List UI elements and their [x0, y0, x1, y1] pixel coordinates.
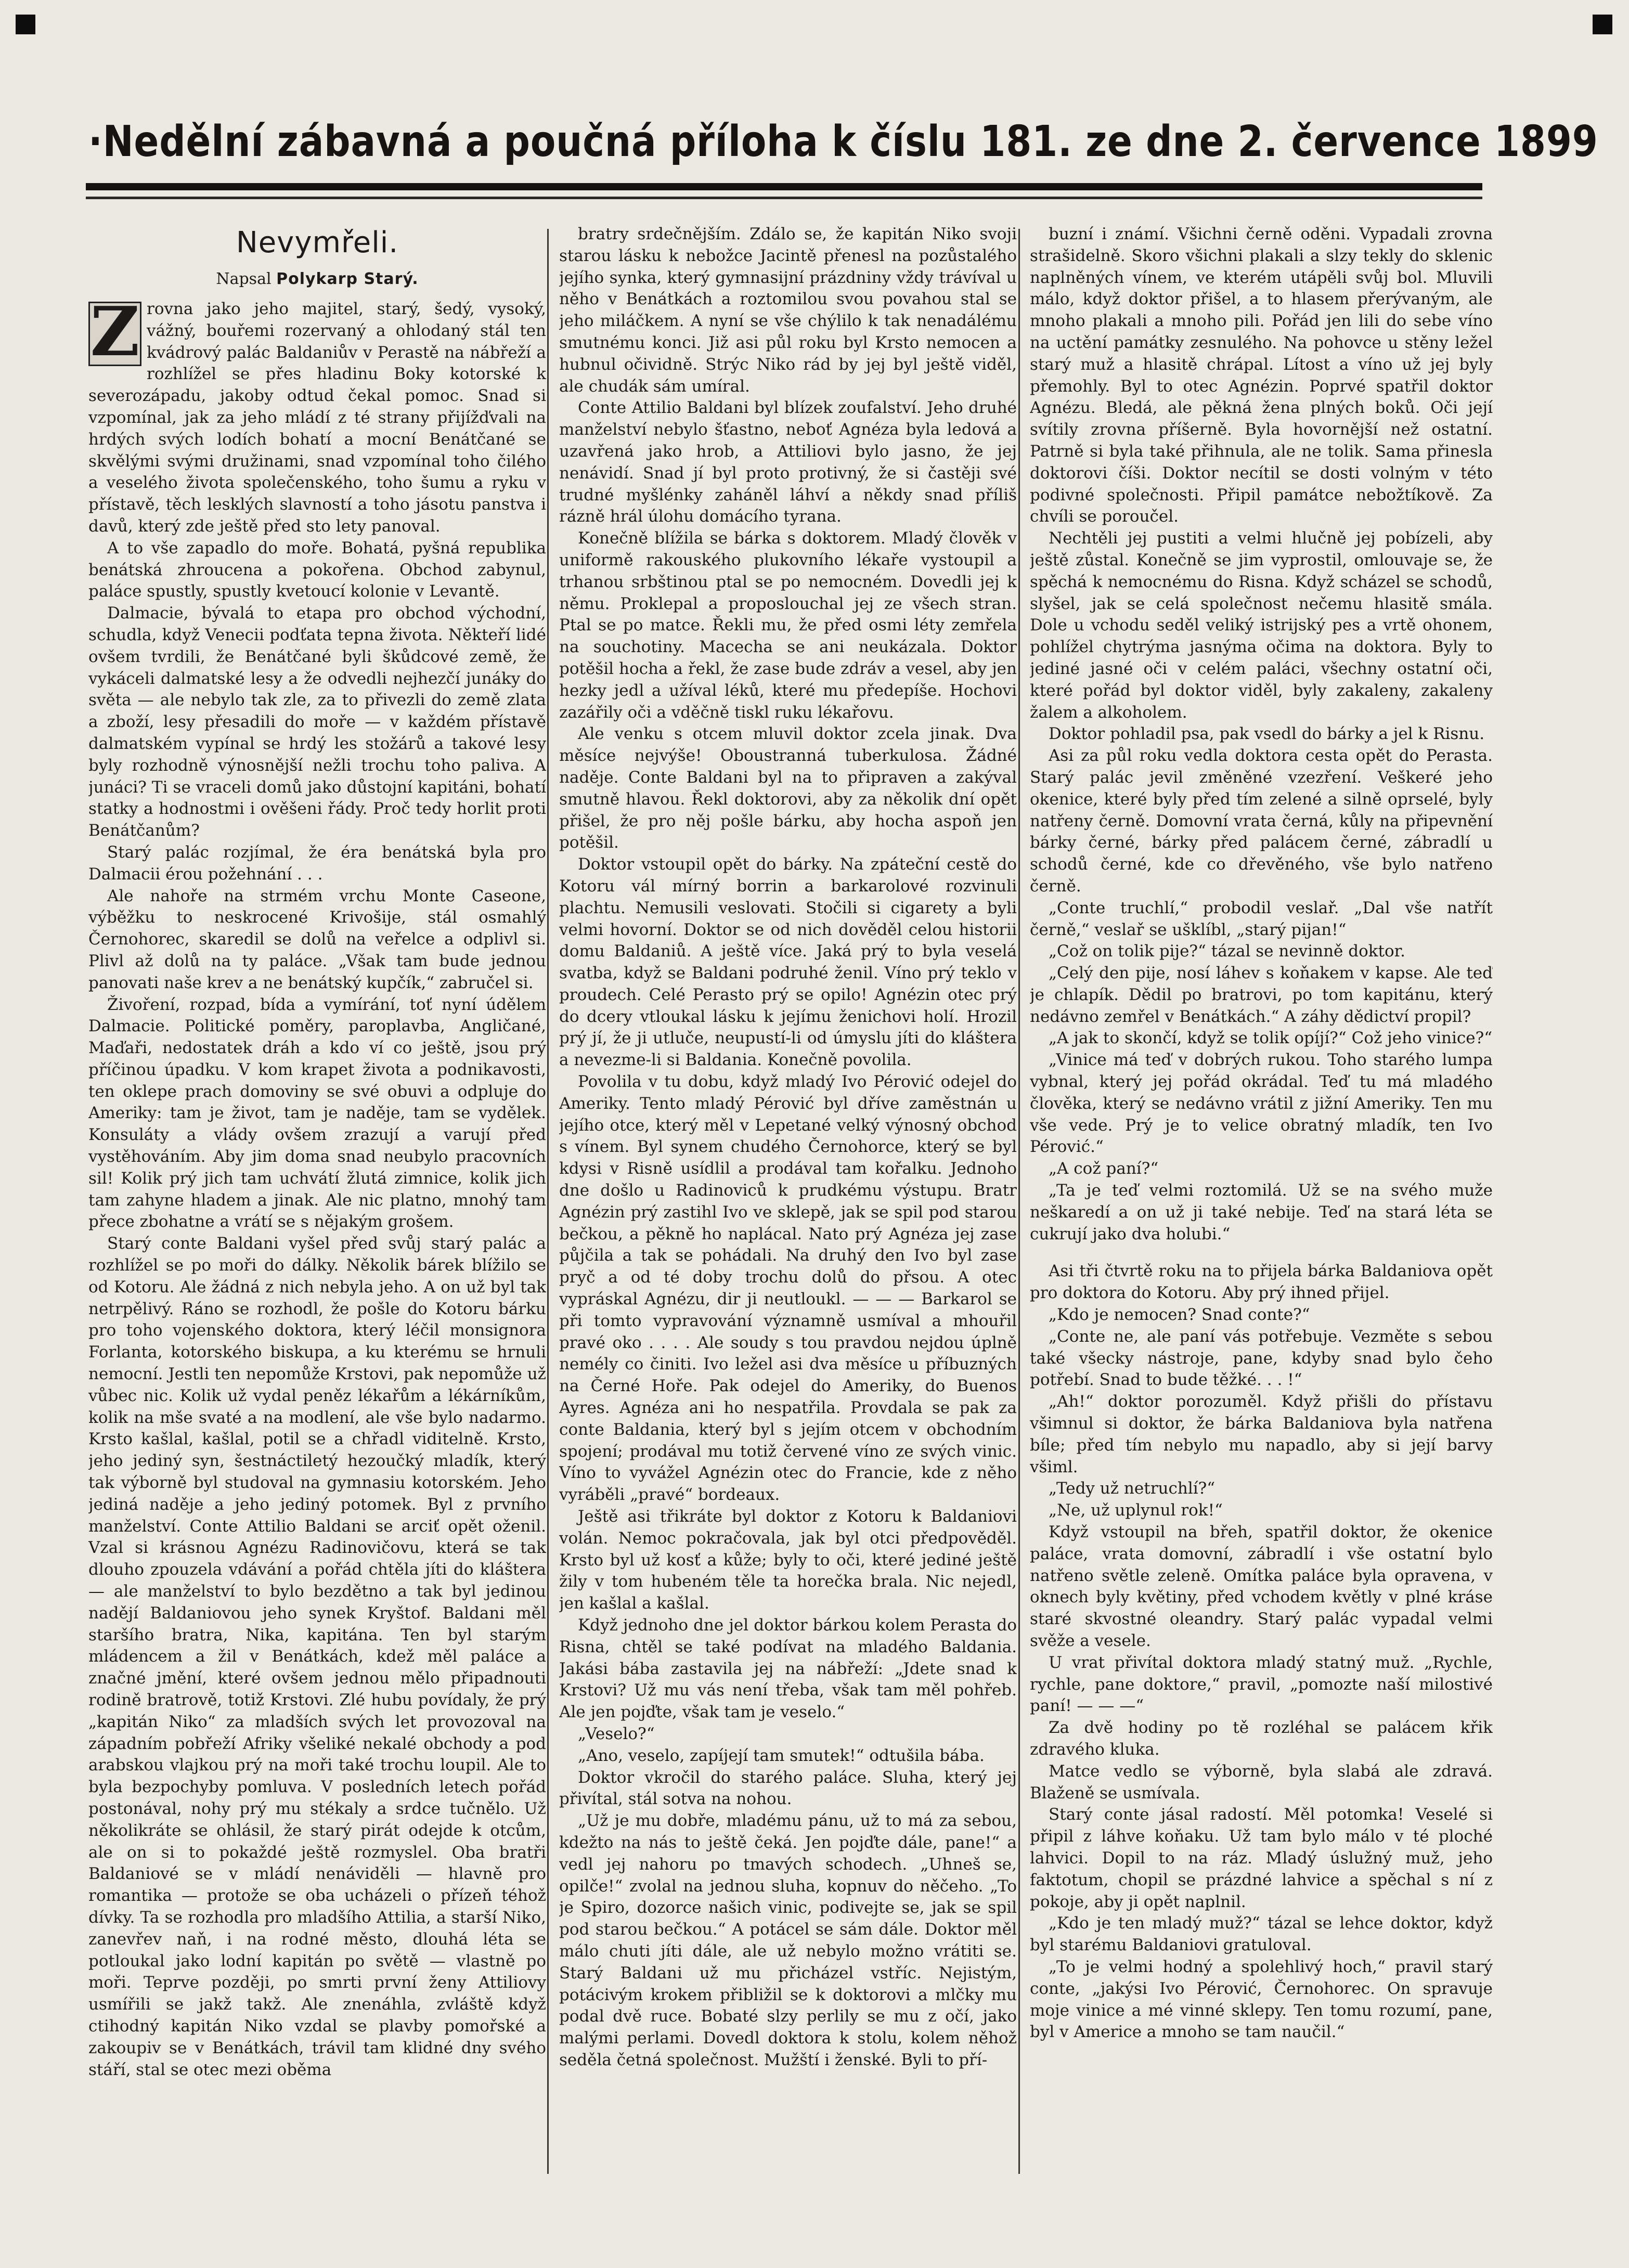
paragraph: Povolila v tu dobu, když mladý Ivo Pérović odejel do Ameriky. Tento mladý Pérović byl dříve zaměstnán u jejího otce, který měl v Lepetané velký výnosný obchod s vínem. Byl synem chudého Černohorce, který se byl kdysi v Risně usídlil a prodával tam kořalku. Jednoho dne došlo u Radinoviců k prudkému výstupu. Bratr Agnézin prý zastihl Ivo ve sklepě, jak se spil pod starou bečkou, a pěkně ho naplácal. Nato prý Agnéza jej zase půjčila a tak se pohádali. Na druhý den Ivo byl zase pryč a od té doby trochu dolů do přsou. A otec vypráskal Agnézu, dir ji neutloukl. — — — Barkarol se při tomto vypravování významně usmíval a mhouřil pravé oko . . . . Ale soudy s tou pravdou nejdou úplně nemély co činiti. Ivo ležel asi dva měsíce u příbuzných na Černé Hoře. Pak odejel do Ameriky, do Buenos Ayres. Agnéza ani ho nespatřila. Provdala se pak za conte Baldania, který byl s jejím otcem v obchodním spojení; prodával mu totiž červené víno ze svých vinic. Víno to vyvážel Agnézin otec do Francie, kde z něho vyráběli „pravé“ bordeaux.: [559, 1072, 1017, 1505]
paragraph: „Conte ne, ale paní vás potřebuje. Vezměte s sebou také všecky nástroje, pane, kdyby snad bylo čeho potřebí. Snad to bude těžké. . . !“: [1030, 1327, 1493, 1390]
paragraph: buzní i známí. Všichni černě oděni. Vypadali zrovna strašidelně. Skoro všichni plakali a slzy tekly do sklenic naplněných vínem, ve kterém utápěli svůj bol. Mluvili málo, když doktor přišel, a to hlasem přerývaným, ale mnoho plakali a mnoho pili. Pořád jen lili do sebe víno na uctění památky zesnulého. Na pohovce u stěny ležel starý muž a hlasitě chrápal. Lítost a víno už jej byly přemohly. Byl to otec Agnézin. Poprvé spatřil doktor Agnézu. Bledá, ale pěkná žena plných boků. Oči její svítily zrovna příšerně. Byla hovornější než ostatní. Patrně si byla také přihnula, ale ne tolik. Sama přinesla doktorovi číši. Doktor necítil se dosti volným v této podivné společnosti. Připil památce nebožtíkově. Za chvíli se poroučel.: [1030, 225, 1493, 526]
paragraph: „Ne, už uplynul rok!“: [1049, 1501, 1223, 1520]
byline-author: Polykarp Starý.: [276, 270, 419, 288]
column-3: [1030, 224, 1493, 2189]
paragraph: „A což paní?“: [1049, 1159, 1159, 1178]
paragraph: Doktor vkročil do starého paláce. Sluha, který jej přivítal, stál sotva na nohou.: [559, 1768, 1017, 1809]
paragraph: Starý conte Baldani vyšel před svůj starý palác a rozhlížel se po moři do dálky. Několik bárek blížilo se od Kotoru. Ale žádná z nich nebyla jeho. A on už byl tak netrpělivý. Ráno se rozhodl, že pošle do Kotoru bárku pro toho vojenského doktora, který léčil monsignora Forlanta, kotorského biskupa, a ku kterému se hrnuli nemocní. Jestli ten nepomůže Krstovi, pak nepomůže už vůbec nic. Kolik už vydal peněz lékařům a lékárníkům, kolik na mše svaté a na modlení, ale vše bylo nadarmo. Krsto kašlal, kašlal, potil se a chřadl viditelně. Krsto, jeho jediný syn, šestnáctiletý hezoučký mladík, který tak výborně byl studoval na gymnasiu kotorském. Jeho jediná naděje a jeho jediný potomek. Byl z prvního manželství. Conte Attilio Baldani se arciť opět oženil. Vzal si krásnou Agnézu Radinovičovu, která se tak dlouho zpouzela vdávání a pořád chtěla jíti do kláštera — ale manželství to bylo bezdětno a tak byl jedinou nadějí Baldaniovou jeho synek Kryštof. Baldani měl staršího bratra, Nika, kapitána. Ten byl starým mládencem a žil v Benátkách, kdež měl paláce a značné jmění, které ovšem jednou mělo připadnouti rodině bratrově, totiž Krstovi. Zlé hubu povídaly, že prý „kapitán Niko“ za mladších svých let provozoval na západním pobřeží Afriky všeliké nekalé obchody a pod arabskou vlajkou prý na moři také trochu loupil. Ale to byla bezpochyby pomluva. V posledních letech pořád postonával, nohy prý mu stékaly a srdce tučnělo. Už několikráte se ohlásil, že starý pirát odejde k otcům, ale on si to pokaždé ještě rozmyslel. Oba bratři Baldaniové se v mládí nenáviděli — hlavně pro romantika — protože se oba ucházeli o přízeň téhož dívky. Ta se rozhodla pro mladšího Attilia, a starší Niko, zanevřev naň, i na rodné město, dlouhá léta se potloukal jako lodní kapitán po světě — vlastně po moři. Teprve později, po smrti první ženy Attiliovy usmířili se jakž takž. Ale znenáhla, zvláště když ctihodný kapitán Niko vzdal se plavby pomořské a zakoupiv se v Benátkách, trávil tam klidné dny svého stáří, stal se otec mezi oběma: [88, 1234, 546, 2079]
paragraph: „Ah!“ doktor porozuměl. Když přišli do přístavu všimnul si doktor, že bárka Baldaniova byla natřena bíle; před tím nebylo mu napadlo, aby si její barvy všiml.: [1030, 1392, 1493, 1476]
paragraph: Doktor pohladil psa, pak vsedl do bárky a jel k Risnu.: [1049, 724, 1485, 744]
paragraph: Asi tři čtvrtě roku na to přijela bárka Baldaniova opět pro doktora do Kotoru. Aby prý ihned přijel.: [1030, 1262, 1493, 1303]
paragraph: „Kdo je nemocen? Snad conte?“: [1049, 1305, 1310, 1325]
byline-prefix: Napsal: [216, 270, 272, 288]
paragraph: Když vstoupil na břeh, spatřil doktor, že okenice paláce, vrata domovní, zábradlí i vše ostatní bylo natřeno světle zeleně. Omítka paláce byla opravena, v oknech byly květiny, před vchodem květly v plné kráse staré skvostné oleandry. Starý palác vypadal velmi svěže a vesele.: [1030, 1523, 1493, 1650]
registration-mark-top-right: [1593, 15, 1612, 34]
paragraph: Když jednoho dne jel doktor bárkou kolem Perasta do Risna, chtěl se také podívat na mladého Baldania. Jakási bába zastavila jej na nábřeží: „Jdete snad k Krstovi? Už mu vás není třeba, však tam měl pohřeb. Ale jen pojďte, však tam je veselo.“: [559, 1616, 1017, 1722]
column-1-body: [88, 292, 546, 2081]
paragraph: „Celý den pije, nosí láhev s koňakem v kapse. Ale teď je chlapík. Dědil po bratrovi, po tom kapitánu, který nedávno zemřel v Benátkách.“ A záhy dědictví propil?: [1030, 964, 1493, 1026]
paragraph: „To je velmi hodný a spolehlivý hoch,“ pravil starý conte, „jakýsi Ivo Pérović, Černohorec. On spravuje moje vinice a mé vinné sklepy. Ten tomu rozumí, pane, byl v Americe a mnoho se tam naučil.“: [1030, 1957, 1493, 2042]
paragraph: bratry srdečnějším. Zdálo se, že kapitán Niko svoji starou lásku k nebožce Jacintě přenesl na pozůstalého jejího synka, který gymnasijní prázdniny vždy trávíval u něho v Benátkách a roztomilou svou povahou stal se jeho miláčkem. A nyní se vše chýlilo k tak nenadálému smutnému konci. Již asi půl roku byl Krsto nemocen a hubnul očividně. Strýc Niko rád by jej byl ještě viděl, ale chudák sám umíral.: [559, 225, 1017, 396]
paragraph: Nechtěli jej pustiti a velmi hlučně jej pobízeli, aby ještě zůstal. Konečně se jim vyprostil, omlouvaje se, že spěchá k nemocnému do Risna. Když scházel se schodů, slyšel, jak se celá společnost nečemu hlasitě smála. Dole u vchodu seděl veliký istrijský pes a vrtě ohonem, pohlížel chytrýma jasnýma očima na doktora. Byly to jediné jasné oči v celém paláci, všechny ostatní oči, které pořád byl doktor viděl, byly zakaleny, zakaleny žalem a alkoholem.: [1030, 529, 1493, 722]
registration-mark-top-left: [16, 15, 35, 34]
paragraph: Conte Attilio Baldani byl blízek zoufalství. Jeho druhé manželství nebylo šťastno, neboť Agnéza byla ledová a uzavřená jako hrob, a Attiliovi bylo jasno, že jej nenávidí. Snad jí byl proto protivný, že si častěji své trudné myšlénky zaháněl láhví a někdy snad příliš rázně hrál úlohu domácího tyrana.: [559, 398, 1017, 526]
paragraph: „Ta je teď velmi roztomilá. Už se na svého muže neškaredí a on už ji také nebije. Teď na stará léta se cukrují jako dva holubi.“: [1030, 1181, 1493, 1243]
paragraph: „Conte truchlí,“ probodil veslař. „Dal vše natřít černě,“ veslař se ušklíbl, „starý pijan!“: [1030, 898, 1493, 939]
paragraph: Doktor vstoupil opět do bárky. Na zpáteční cestě do Kotoru vál mírný borrin a barkarolové rozvinuli plachtu. Nemusili veslovati. Stočili si cigarety a byli velmi hovorní. Doktor se od nich dověděl celou historii domu Baldaniů. A ještě více. Jaká prý to byla veselá svatba, když se Baldani podruhé ženil. Víno prý teklo v proudech. Celé Perasto prý se opilo! Agnézin otec prý do dcery vtloukal lásku k jejímu ženichovi holí. Hrozil prý jí, že ji utluče, neupustí-li od úmyslu jíti do kláštera a nevezme-li si Baldania. Konečně povolila.: [559, 855, 1017, 1070]
paragraph: A to vše zapadlo do moře. Bohatá, pyšná republika benátská zhroucena a pokořena. Obchod zabynul, paláce spustly, spustly kvetoucí kolonie v Levantě.: [88, 538, 546, 601]
column-2: [559, 224, 1017, 2189]
paragraph: Starý palác rozjímal, že éra benátská byla pro Dalmacii érou požehnání . . .: [88, 843, 546, 884]
paragraph: Ale nahoře na strmém vrchu Monte Caseone, výběžku to neskrocené Krivošije, stál osmahlý Černohorec, skaredil se dolů na veřelce a odplivl si. Plivl až dolů na ty paláce. „Však tam bude jednou panovati naše krev a ne benátský kupčík,“ zabručel si.: [88, 886, 546, 992]
byline: [88, 267, 546, 291]
paragraph: Ale venku s otcem mluvil doktor zcela jinak. Dva měsíce nejvýše! Oboustranná tuberkulosa. Žádné naděje. Conte Baldani byl na to připraven a zakýval smutně hlavou. Řekl doktorovi, aby za několik dní opět přišel, že pro něj pošle bárku, aby hocha aspoň jen potěšil.: [559, 724, 1017, 852]
paragraph: „Kdo je ten mladý muž?“ tázal se lehce doktor, když byl starému Baldaniovi gratuloval.: [1030, 1914, 1493, 1955]
paragraph: Za dvě hodiny po tě rozléhal se palácem křik zdravého kluka.: [1030, 1718, 1493, 1759]
masthead-rule-thick: [86, 183, 1482, 190]
paragraph: Ještě asi třikráte byl doktor z Kotoru k Baldaniovi volán. Nemoc pokračovala, jak byl otci předpověděl. Krsto byl už kosť a kůže; byly to oči, které jediné ještě žily v tom hubeném těle ta horečka brala. Nic nejedl, jen kašlal a kašlal.: [559, 1507, 1017, 1613]
column-3-body: [1030, 224, 1493, 2043]
paragraph: „Tedy už netruchlí?“: [1049, 1479, 1216, 1498]
paragraph: „Vinice má teď v dobrých rukou. Toho starého lumpa vybnal, který jej pořád okrádal. Teď tu má mladého člověka, který se nedávno vrátil z jižní Ameriky. Ten mu vše vede. Prý je to velice obratný mladík, ten Ivo Pérović.“: [1030, 1051, 1493, 1157]
paragraph: Živoření, rozpad, bída a vymírání, toť nyní údělem Dalmacie. Politické poměry, paroplavba, Angličané, Maďaři, nedostatek dráh a kdo ví co ještě, jsou prý příčinou úpadku. V kom krapet života a podnikavosti, ten oklepe prach domoviny se své obuvi a odpluje do Ameriky: tam je život, tam je naděje, tam se vydělek. Konsuláty a vlády ovšem zrazují a varují před vystěhováním. Aby jim doma snad neubylo pracovních sil! Kolik prý jich tam uchvátí žlutá zimnice, kolik jich tam zahyne hladem a jinak. Ale nic platno, mnohý tam přece zbohatne a vrátí se s nějakým grošem.: [88, 995, 546, 1232]
paragraph: Konečně blížila se bárka s doktorem. Mladý člověk v uniformě rakouského plukovního lékaře vystoupil a trhanou srbštinou ptal se po nemocném. Dovedli jej k němu. Proklepal a proposlouchal jej ze všech stran. Ptal se po matce. Řekli mu, že před osmi léty zemřela na souchotiny. Macecha se ani neukázala. Doktor potěšil hocha a řekl, že zase bude zdráv a vesel, aby jen hezky jedl a užíval léků, které mu předepíše. Hochovi zazářily oči a vděčně tiskl ruku lékařovu.: [559, 529, 1017, 722]
masthead-rule-thin: [86, 197, 1482, 199]
paragraph: „Což on tolik pije?“ tázal se nevinně doktor.: [1049, 942, 1405, 961]
paragraph: „Už je mu dobře, mladému pánu, už to má za sebou, kdežto na nás to ještě čeká. Jen pojďte dále, pane!“ a vedl jej nahoru po tmavých schodech. „Uhneš se, opilče!“ zvolal na jednou sluha, kopnuv do něčeho. „To je Spiro, dozorce našich vinic, podivejte se, jak se spil pod starou bečkou.“ A potácel se sám dále. Doktor měl málo chuti jíti dále, ale už nebylo možno vrátiti se. Starý Baldani už mu přicházel vstříc. Nejistým, potácivým krokem přibližil se k doktorovi a mlčky mu podal dvě ruce. Bobaté slzy perlily se mu z očí, jako malými perlami. Dovedl doktora k stolu, kolem něhož seděla četná společnost. Mužští i ženské. Byli to pří-: [559, 1811, 1017, 2069]
column-divider-1: [547, 229, 549, 2174]
drop-cap: Z: [88, 302, 141, 366]
masthead: ·Nedělní zábavná a poučná příloha k číslu 181. ze dne 2. července 1899: [88, 117, 1598, 166]
column-1: [88, 224, 546, 2189]
story-title: Nevymřeli.: [236, 226, 399, 260]
paragraph: Matce vedlo se výborně, byla slabá ale zdravá. Blaženě se usmívala.: [1030, 1761, 1493, 1803]
paragraph: Dalmacie, bývalá to etapa pro obchod východní, schudla, když Venecii podťata tepna života. Někteří lidé ovšem tvrdili, že Benátčané byli škůdcové země, že vykáceli dalmatské lesy a že odvedli nejhezčí junáky do světa — ale nebylo tak zle, za to přivezli do země zlata a zboží, lesy přesadili do moře — v každém přístavě dalmatském vypínal se hrdý les stožárů a takové lesy byly rozhodně výnosnější nežli trochu toho paliva. A junáci? Ti se vraceli domů jako důstojní kapitáni, bohatí statky a hodnostmi i ověšeni řády. Proč tedy horlit proti Benátčanům?: [88, 604, 546, 840]
paragraph: Asi za půl roku vedla doktora cesta opět do Perasta. Starý palác jevil změněné vzezření. Veškeré jeho okenice, které byly před tím zelené a silně oprselé, byly natřeny černě. Domovní vrata černá, kůly na připevnění bárky černé, bárky před palácem černé, zábradlí u schodů černé, kde co dřevěného, vše bylo natřeno černě.: [1030, 746, 1493, 896]
paragraph: U vrat přivítal doktora mladý statný muž. „Rychle, rychle, pane doktore,“ pravil, „pomozte naší milostivé paní! — — —“: [1030, 1653, 1493, 1716]
paragraph: „Veselo?“: [578, 1724, 655, 1743]
paragraph: Starý conte jásal radostí. Měl potomka! Veselé si připil z láhve koňaku. Už tam bylo málo v té ploché lahvici. Dopil to na ráz. Mladý úslužný muž, jeho faktotum, chopil se prázdné lahvice a spěchal s ní z pokoje, aby ji opět naplnil.: [1030, 1805, 1493, 1911]
paragraph: rovna jako jeho majitel, starý, šedý, vysoký, vážný, bouřemi rozervaný a ohlodaný stál ten kvádrový palác Baldaniův v Perastě na nábřeží a rozhlížel se přes hladinu Boky kotorské k severozápadu, jakoby odtud čekal pomoc. Snad si vzpomínal, jak za jeho mládí z té strany přijížďvali na hrdých svých lodích bohatí a mocní Benátčané se skvělými svými družinami, snad vzpomínal toho čilého a veselého života společenského, toho šumu a ryku v přístavě, těch lesklých slavností a toho jásotu panstva i davů, který zde ještě před sto lety panoval.: [88, 300, 546, 536]
paragraph: „Ano, veselo, zapíjejí tam smutek!“ odtušila bába.: [578, 1746, 985, 1765]
column-divider-2: [1018, 229, 1020, 2174]
column-2-body: [559, 224, 1017, 2071]
paragraph: „A jak to skončí, když se tolik opíjí?“ Což jeho vinice?“: [1049, 1029, 1493, 1048]
